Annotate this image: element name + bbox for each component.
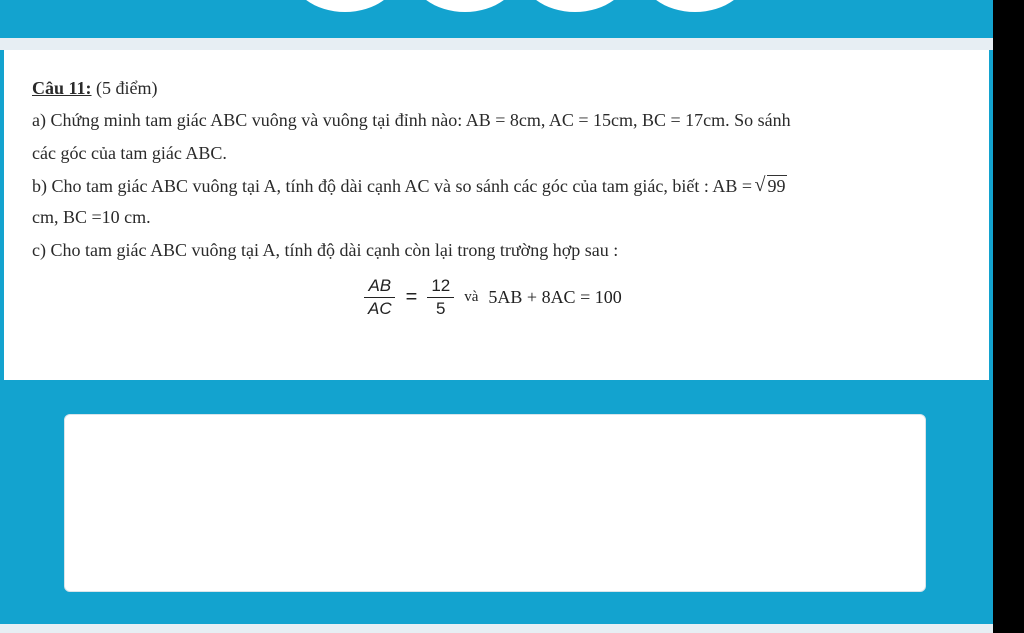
part-a-line-1: a) Chứng minh tam giác ABC vuông và vuông tại đỉnh nào: AB = 8cm, AC = 15cm, BC = 17cm. So sánh bbox=[32, 110, 791, 130]
part-b-line-1 bbox=[32, 176, 787, 197]
fraction-numerator: 12 bbox=[427, 275, 454, 298]
question-points: (5 điểm) bbox=[91, 78, 158, 98]
fraction-denominator: 5 bbox=[436, 299, 446, 318]
fraction-numerator: AB bbox=[364, 275, 395, 298]
part-a-line-2: các góc của tam giác ABC. bbox=[32, 143, 227, 163]
part-c-line: c) Cho tam giác ABC vuông tại A, tính độ dài cạnh còn lại trong trường hợp sau : bbox=[32, 240, 619, 260]
connector-text: và bbox=[464, 289, 479, 305]
question-document bbox=[4, 50, 989, 380]
sqrt-radicand: 99 bbox=[767, 176, 786, 196]
part-b-line-2: cm, BC =10 cm. bbox=[32, 207, 151, 227]
equals-sign: = bbox=[405, 286, 418, 308]
top-divider-band bbox=[0, 38, 993, 50]
top-circle-decoration bbox=[520, 0, 630, 12]
sqrt-symbol bbox=[757, 176, 787, 197]
top-circle-decoration bbox=[410, 0, 520, 12]
equation-tail: 5AB + 8AC = 100 bbox=[488, 287, 622, 307]
fraction-denominator: AC bbox=[368, 299, 392, 318]
top-circle-decoration bbox=[290, 0, 400, 12]
bottom-divider-band bbox=[0, 624, 993, 633]
answer-input-box[interactable] bbox=[64, 414, 926, 592]
fraction-12-5 bbox=[427, 275, 454, 320]
question-heading bbox=[32, 78, 158, 99]
fraction-ab-ac bbox=[364, 275, 396, 320]
question-number: Câu 11: bbox=[32, 78, 92, 98]
part-c-formula bbox=[364, 275, 622, 320]
part-b-text: b) Cho tam giác ABC vuông tại A, tính độ dài cạnh AC và so sánh các góc của tam giác, biết : AB = bbox=[32, 176, 757, 196]
top-circle-decoration bbox=[640, 0, 750, 12]
